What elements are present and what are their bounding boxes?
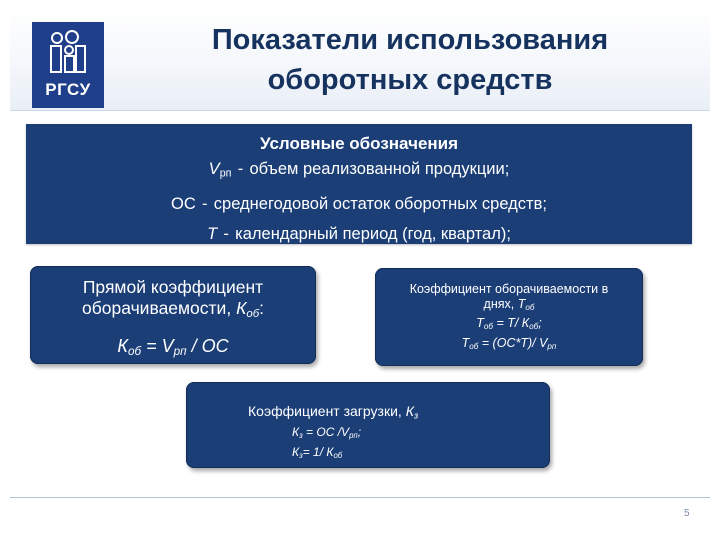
formula-eq: =	[141, 335, 162, 356]
days-symbol-sub: об	[525, 303, 535, 313]
legend-symbol-sub: рп	[219, 167, 232, 180]
load-symbol-sub: з	[413, 410, 419, 421]
direct-line-2-end: :	[259, 298, 264, 318]
direct-line-2-text: оборачиваемости,	[82, 298, 237, 318]
formula-end: ;	[538, 316, 542, 331]
legend-symbol: Т	[207, 224, 218, 243]
formula-k: К	[292, 445, 300, 460]
legend-panel	[26, 124, 692, 244]
legend-text: объем реализованной продукции;	[249, 160, 510, 178]
legend-item-os	[26, 189, 692, 219]
load-title-text: Коэффициент загрузки,	[248, 403, 406, 419]
legend-separator: -	[223, 224, 229, 243]
title-line-1: Показатели использования	[211, 24, 609, 56]
formula-k: К	[117, 335, 129, 356]
formula-t: Т	[461, 336, 470, 351]
logo-figures-icon	[48, 30, 88, 74]
formula-t: Т	[476, 316, 484, 331]
direct-line-1: Прямой коэффициент	[82, 277, 264, 297]
formula-v-sub: рп	[547, 342, 557, 352]
direct-turnover-formula	[30, 335, 316, 363]
days-formula-1	[375, 315, 643, 335]
days-symbol: Т	[517, 297, 526, 311]
logo-text: РГСУ	[45, 80, 91, 99]
days-line-2	[375, 297, 643, 315]
formula-mid: = Т/ К	[492, 316, 530, 331]
legend-item-vrp	[26, 154, 692, 189]
formula-rest: / ОС	[186, 335, 229, 356]
days-formula-2	[375, 335, 643, 355]
legend-symbol: V	[208, 160, 220, 178]
formula-mid: = ОС /V	[302, 425, 350, 440]
legend-heading: Условные обозначения	[259, 134, 459, 153]
legend-text: среднегодовой остаток оборотных средств;	[213, 194, 547, 213]
formula-k-sub: з	[299, 451, 303, 461]
legend-symbol: ОС	[171, 194, 196, 213]
direct-symbol-sub: об	[246, 307, 260, 320]
page-number: 5	[684, 508, 690, 519]
formula-k: К	[292, 425, 300, 440]
load-formula-2	[292, 444, 550, 464]
formula-v-sub: рп	[349, 431, 358, 441]
days-line-2-text: днях,	[483, 297, 518, 311]
footer-divider	[10, 497, 710, 498]
formula-t-sub: об	[483, 322, 493, 332]
formula-ko-sub: об	[333, 451, 343, 461]
formula-t-sub: об	[469, 342, 479, 352]
formula-k-sub: об	[128, 344, 142, 358]
legend-separator: -	[202, 194, 208, 213]
load-coefficient-box	[186, 382, 550, 468]
slide-header	[10, 8, 710, 111]
formula-v-sub: рп	[173, 344, 187, 358]
direct-line-2	[30, 298, 316, 325]
load-symbol: К	[405, 403, 414, 419]
formula-mid: = (ОС*Т)/ V	[478, 336, 548, 351]
formula-end: ;	[357, 425, 362, 440]
formula-k-sub: з	[299, 431, 303, 441]
formula-mid: = 1/ К	[302, 445, 334, 460]
direct-turnover-box	[30, 266, 316, 364]
formula-v: V	[161, 335, 174, 356]
page-title	[120, 20, 700, 100]
direct-symbol: К	[236, 298, 247, 318]
days-turnover-title	[375, 282, 643, 315]
direct-turnover-title	[30, 277, 316, 325]
days-line-1: Коэффициент оборачиваемости в	[409, 282, 609, 296]
formula-k-sub: об	[529, 322, 539, 332]
load-formula-1	[292, 424, 550, 444]
legend-text: календарный период (год, квартал);	[235, 224, 511, 243]
load-coefficient-title	[248, 402, 550, 424]
days-turnover-box	[375, 268, 643, 366]
legend-item-t	[26, 219, 692, 249]
title-line-2: оборотных средств	[267, 64, 553, 96]
rgsu-logo	[32, 22, 104, 108]
legend-separator: -	[237, 160, 244, 178]
